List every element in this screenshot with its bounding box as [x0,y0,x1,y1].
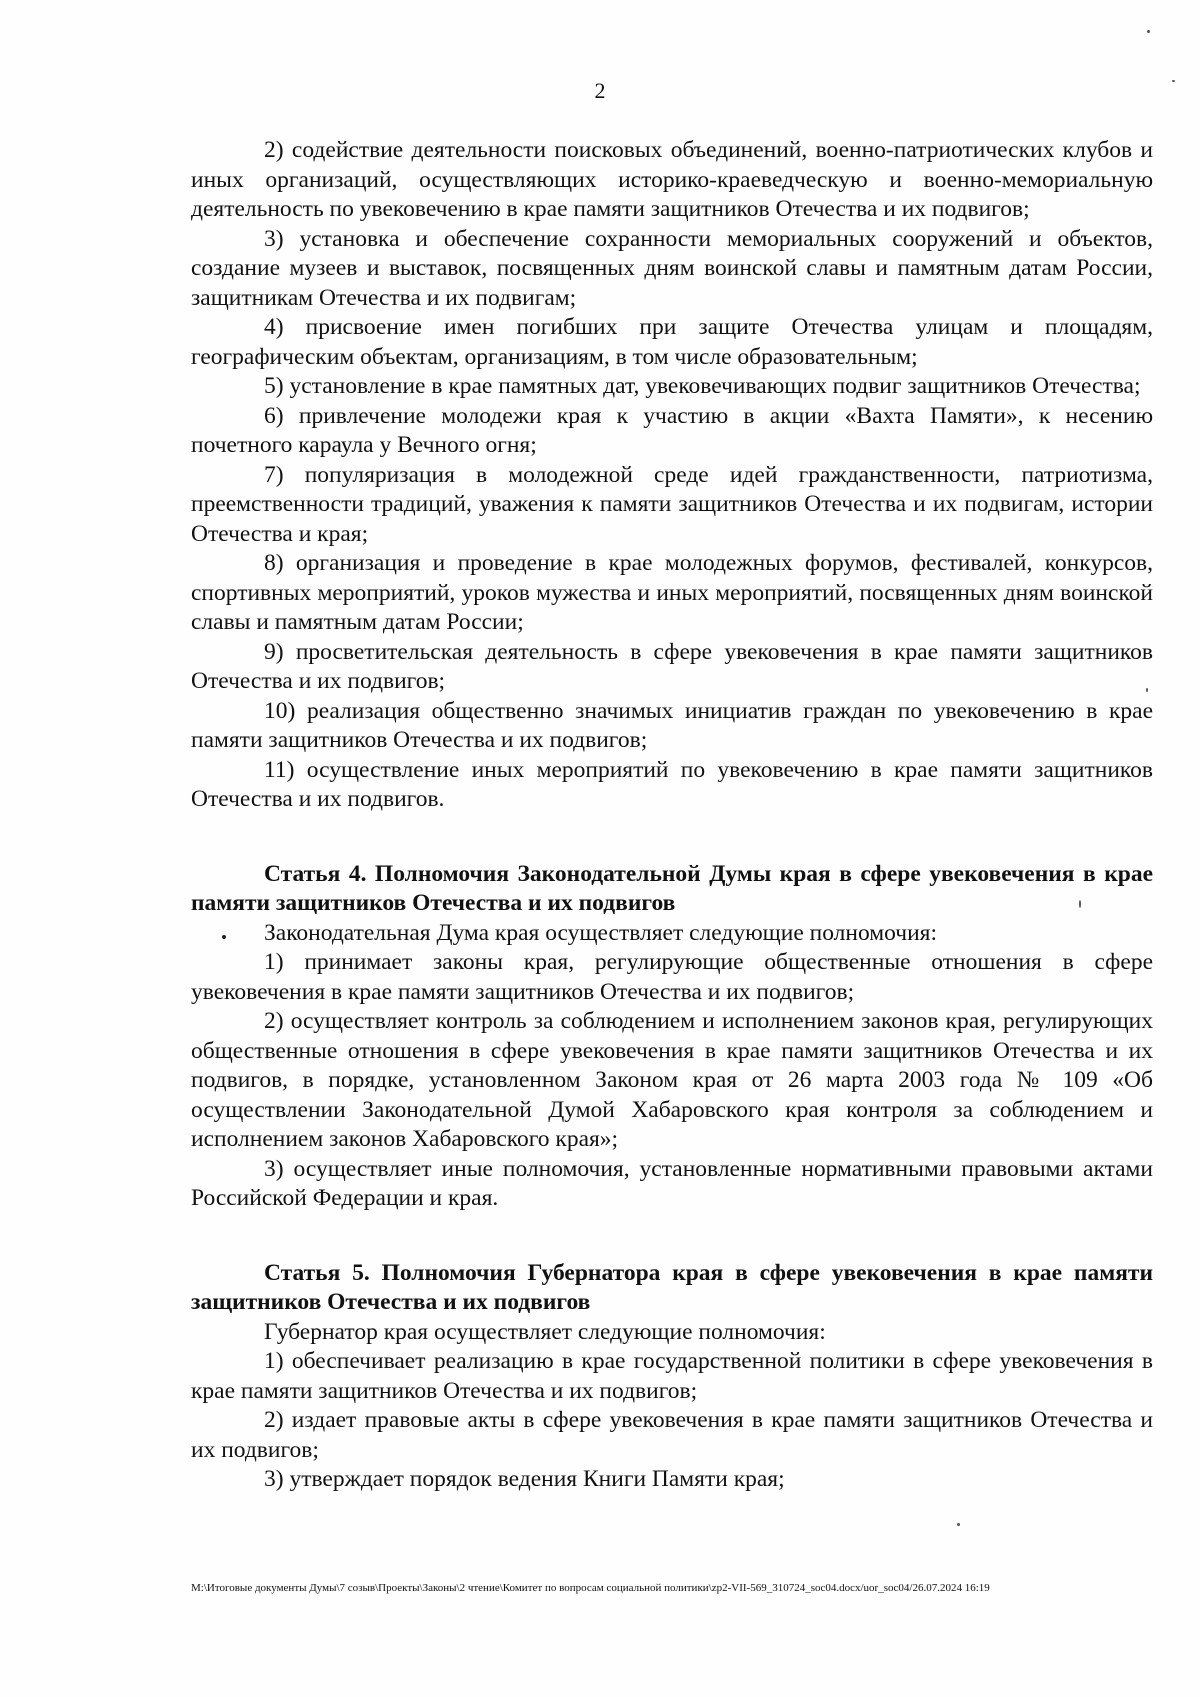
list-item: 3) осуществляет иные полномочия, установленные нормативными правовыми актами Российской Федерации и края. [191,1155,1153,1211]
document-body [191,136,1153,1495]
list-item: 10) реализация общественно значимых инициатив граждан по увековечению в крае памяти защитников Отечества и их подвигов; [191,697,1153,753]
article-4-intro: Законодательная Дума края осуществляет следующие полномочия: [264,919,938,946]
list-item: 8) организация и проведение в крае молодежных форумов, фестивалей, конкурсов, спортивных мероприятий, уроков мужества и иных мероприятий, посвященных дням воинской славы и памятным датам России; [191,550,1153,635]
list-item: 5) установление в крае памятных дат, увековечивающих подвиг защитников Отечества; [264,373,1141,399]
list-item: 2) издает правовые акты в сфере увековечения в крае памяти защитников Отечества и их подвигов; [191,1407,1153,1463]
list-item: 2) осуществляет контроль за соблюдением и исполнением законов края, регулирующих общественные отношения в сфере увековечения в крае памяти защитников Отечества и их подвигов, в порядке, установленном Законом края от 26 марта 2003 года № 109 «Об осуществлении Законодательной Думой Хабаровского края контроля за соблюдением и исполнением законов Хабаровского края»; [191,1008,1153,1152]
scan-speck [1172,80,1175,82]
scan-speck [1147,30,1150,33]
article-4-heading: Статья 4. Полномочия Законодательной Думы края в сфере увековечения в крае памяти защитников Отечества и их подвигов [191,860,1153,916]
list-item: 7) популяризация в молодежной среде идей гражданственности, патриотизма, преемственности традиций, уважения к памяти защитников Отечества и их подвигам, истории Отечества и края; [191,461,1153,547]
list-item: 6) привлечение молодежи края к участию в акции «Вахта Памяти», к несению почетного караула у Вечного огня; [191,402,1153,458]
list-item: 2) содействие деятельности поисковых объединений, военно-патриотических клубов и иных организаций, осуществляющих историко-краеведческую и военно-мемориальную деятельность по увековечению в крае памяти защитников Отечества и их подвигов; [191,137,1153,222]
section-gap [191,1214,1153,1259]
list-item: 4) присвоение имен погибших при защите Отечества улицам и площадям, географическим объектам, организациям, в том числе образовательным; [191,314,1153,370]
list-item: 3) установка и обеспечение сохранности мемориальных сооружений и объектов, создание музеев и выставок, посвященных дням воинской славы и памятным датам России, защитникам Отечества и их подвигам; [191,225,1153,311]
list-item: 1) обеспечивает реализацию в крае государственной политики в сфере увековечения в крае памяти защитников Отечества и их подвигов; [191,1348,1153,1404]
article-5-intro: Губернатор края осуществляет следующие полномочия: [264,1318,826,1345]
article-5-heading: Статья 5. Полномочия Губернатора края в сфере увековечения в крае памяти защитников Отечества и их подвигов [191,1259,1153,1315]
page-number: 2 [594,78,606,103]
list-item: 1) принимает законы края, регулирующие общественные отношения в сфере увековечения в крае памяти защитников Отечества и их подвигов; [191,949,1153,1005]
section-gap [191,815,1153,860]
scan-speck [957,1523,960,1526]
list-item: 9) просветительская деятельность в сфере увековечения в крае памяти защитников Отечества и их подвигов; [191,638,1153,694]
file-path-footer: M:\Итоговые документы Думы\7 созыв\Проекты\Законы\2 чтение\Комитет по вопросам социальной политики\zp2-VII-569_310724_soc04.docx/uor_soc04/26.07.2024 16:19 [191,1582,990,1594]
list-item: 11) осуществление иных мероприятий по увековечению в крае памяти защитников Отечества и их подвигов. [191,756,1153,812]
list-item: 3) утверждает порядок ведения Книги Памяти края; [264,1466,785,1492]
